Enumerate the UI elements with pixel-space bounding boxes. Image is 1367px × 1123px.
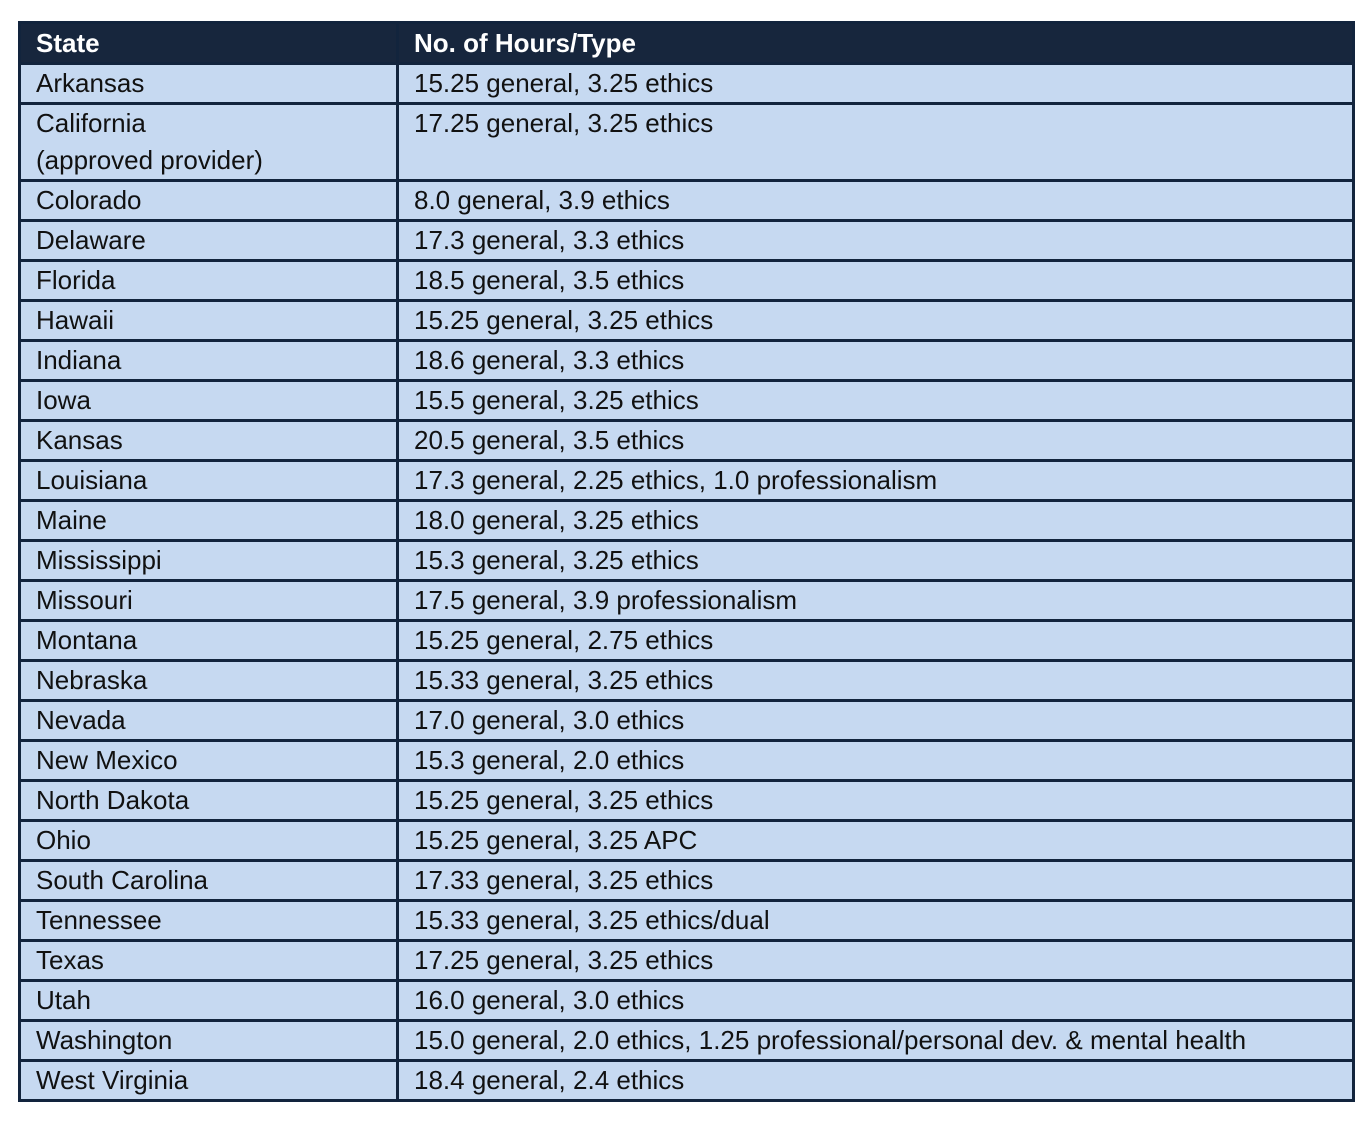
table-row [20,1021,1354,1061]
hours-table-container [18,21,1352,1102]
state-name: Nebraska [36,665,148,695]
hours-cell: 18.0 general, 3.25 ethics [398,501,1354,541]
state-cell [20,181,398,221]
table-row [20,341,1354,381]
state-name: Washington [36,1025,173,1055]
state-name: Iowa [36,385,91,415]
table-row [20,261,1354,301]
state-name: Delaware [36,225,146,255]
state-cell [20,821,398,861]
state-cell [20,1061,398,1101]
table-row [20,541,1354,581]
state-cell [20,541,398,581]
hours-cell: 18.5 general, 3.5 ethics [398,261,1354,301]
state-cell [20,64,398,104]
state-cell [20,941,398,981]
state-name: Ohio [36,825,91,855]
state-name: Hawaii [36,305,115,335]
state-name: Indiana [36,345,122,375]
state-column-header: State [20,23,398,64]
table-row [20,1061,1354,1101]
table-row [20,461,1354,501]
hours-cell: 15.25 general, 3.25 ethics [398,64,1354,104]
state-cell [20,381,398,421]
hours-cell: 15.33 general, 3.25 ethics [398,661,1354,701]
table-row [20,741,1354,781]
table-row [20,821,1354,861]
table-row [20,501,1354,541]
table-row [20,381,1354,421]
table-row [20,981,1354,1021]
hours-cell: 15.33 general, 3.25 ethics/dual [398,901,1354,941]
state-cell [20,421,398,461]
hours-cell: 15.0 general, 2.0 ethics, 1.25 professional/personal dev. & mental health [398,1021,1354,1061]
hours-cell: 17.3 general, 2.25 ethics, 1.0 professionalism [398,461,1354,501]
hours-cell: 18.6 general, 3.3 ethics [398,341,1354,381]
state-cell [20,461,398,501]
hours-cell: 15.3 general, 3.25 ethics [398,541,1354,581]
table-row [20,781,1354,821]
hours-cell: 20.5 general, 3.5 ethics [398,421,1354,461]
state-cell [20,341,398,381]
state-cell [20,781,398,821]
state-name: Florida [36,265,116,295]
table-row [20,221,1354,261]
hours-cell: 15.25 general, 2.75 ethics [398,621,1354,661]
hours-cell: 17.25 general, 3.25 ethics [398,941,1354,981]
hours-cell: 15.25 general, 3.25 APC [398,821,1354,861]
state-name: Missouri [36,585,133,615]
state-cell [20,581,398,621]
hours-cell: 17.3 general, 3.3 ethics [398,221,1354,261]
state-cell [20,981,398,1021]
state-cell [20,621,398,661]
hours-cell: 15.3 general, 2.0 ethics [398,741,1354,781]
state-cell [20,501,398,541]
hours-cell: 17.0 general, 3.0 ethics [398,701,1354,741]
state-name: Texas [36,945,104,975]
state-name: Kansas [36,425,123,455]
hours-cell: 8.0 general, 3.9 ethics [398,181,1354,221]
table-body [20,64,1354,1101]
state-cell [20,301,398,341]
state-cell [20,104,398,181]
state-name: Nevada [36,705,126,735]
state-name: South Carolina [36,865,208,895]
state-name: Maine [36,505,107,535]
state-name: Mississippi [36,545,162,575]
table-row [20,901,1354,941]
state-cell [20,221,398,261]
table-row [20,621,1354,661]
state-name: Montana [36,625,138,655]
state-name: Utah [36,985,91,1015]
state-name: Arkansas [36,68,145,98]
table-header [20,23,1354,64]
table-row [20,301,1354,341]
state-name: Tennessee [36,905,162,935]
state-cell [20,901,398,941]
state-name: California [36,108,146,138]
state-name: (approved provider) [36,145,263,175]
table-row [20,941,1354,981]
table-row [20,421,1354,461]
table-row [20,701,1354,741]
state-cell [20,261,398,301]
state-cell [20,1021,398,1061]
state-cell [20,701,398,741]
hours-cell: 17.33 general, 3.25 ethics [398,861,1354,901]
table-row [20,861,1354,901]
hours-cell: 15.25 general, 3.25 ethics [398,301,1354,341]
table-row [20,581,1354,621]
table-row [20,104,1354,181]
state-hours-table [18,21,1355,1102]
hours-cell: 18.4 general, 2.4 ethics [398,1061,1354,1101]
state-name: North Dakota [36,785,190,815]
hours-cell: 17.25 general, 3.25 ethics [398,104,1354,181]
table-row [20,64,1354,104]
state-name: Louisiana [36,465,148,495]
hours-cell: 17.5 general, 3.9 professionalism [398,581,1354,621]
state-cell [20,661,398,701]
state-name: New Mexico [36,745,178,775]
hours-cell: 15.25 general, 3.25 ethics [398,781,1354,821]
table-row [20,181,1354,221]
state-name: Colorado [36,185,142,215]
state-cell [20,861,398,901]
state-cell [20,741,398,781]
header-row [20,23,1354,64]
hours-cell: 15.5 general, 3.25 ethics [398,381,1354,421]
hours-column-header: No. of Hours/Type [398,23,1354,64]
hours-cell: 16.0 general, 3.0 ethics [398,981,1354,1021]
state-name: West Virginia [36,1065,189,1095]
table-row [20,661,1354,701]
